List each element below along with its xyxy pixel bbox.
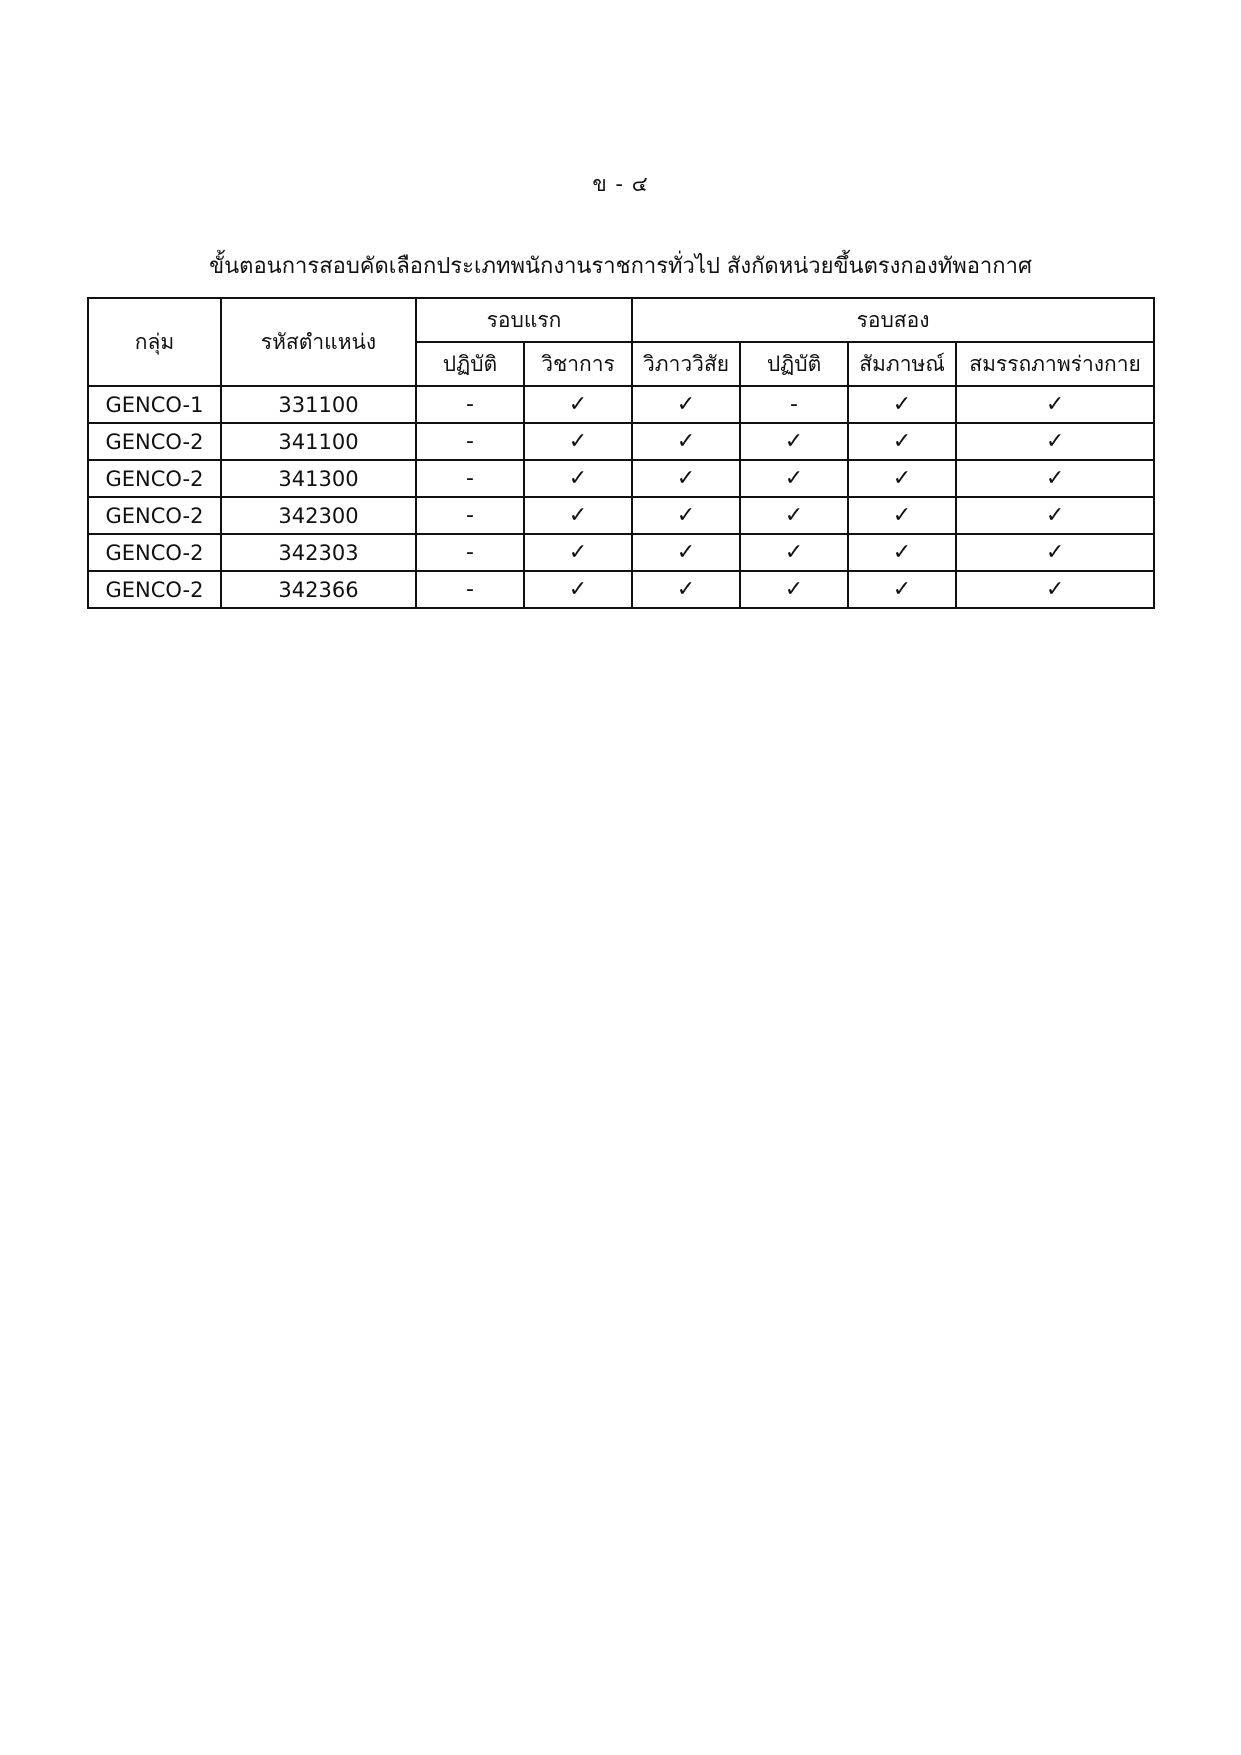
exam-steps-table (87, 297, 1155, 609)
cell-r2-practical: ✓ (740, 460, 848, 497)
cell-r1-practical: - (416, 497, 524, 534)
cell-r2-interview: ✓ (848, 386, 956, 423)
table-row (88, 460, 1154, 497)
cell-r1-practical: - (416, 386, 524, 423)
cell-r2-practical: ✓ (740, 497, 848, 534)
cell-r2-fitness: ✓ (956, 386, 1154, 423)
page-number: ข - ๔ (592, 172, 649, 196)
cell-r2-fitness: ✓ (956, 534, 1154, 571)
cell-r2-interview: ✓ (848, 534, 956, 571)
cell-r2-fitness: ✓ (956, 460, 1154, 497)
header-round-1: รอบแรก (416, 298, 632, 342)
cell-r1-practical: - (416, 423, 524, 460)
cell-r2-practical: - (740, 386, 848, 423)
table-row (88, 497, 1154, 534)
cell-position-code: 341100 (221, 423, 416, 460)
header-group: กลุ่ม (88, 298, 221, 386)
table-row (88, 534, 1154, 571)
header-r2-judgement: วิภาววิสัย (632, 342, 740, 386)
cell-r2-fitness: ✓ (956, 423, 1154, 460)
cell-position-code: 342300 (221, 497, 416, 534)
cell-r1-practical: - (416, 571, 524, 608)
cell-group: GENCO-1 (88, 386, 221, 423)
cell-r2-judgement: ✓ (632, 571, 740, 608)
cell-r2-judgement: ✓ (632, 497, 740, 534)
cell-r2-fitness: ✓ (956, 497, 1154, 534)
cell-r2-interview: ✓ (848, 571, 956, 608)
cell-r1-academic: ✓ (524, 423, 632, 460)
header-r2-practical: ปฏิบัติ (740, 342, 848, 386)
cell-group: GENCO-2 (88, 497, 221, 534)
cell-group: GENCO-2 (88, 423, 221, 460)
table-row (88, 423, 1154, 460)
cell-r2-judgement: ✓ (632, 386, 740, 423)
table-row (88, 571, 1154, 608)
cell-r1-practical: - (416, 534, 524, 571)
cell-r1-academic: ✓ (524, 386, 632, 423)
cell-r1-practical: - (416, 460, 524, 497)
document-title: ขั้นตอนการสอบคัดเลือกประเภทพนักงานราชการทั่วไป สังกัดหน่วยขึ้นตรงกองทัพอากาศ (209, 254, 1032, 279)
cell-r2-fitness: ✓ (956, 571, 1154, 608)
cell-group: GENCO-2 (88, 571, 221, 608)
cell-position-code: 342366 (221, 571, 416, 608)
header-r1-academic: วิชาการ (524, 342, 632, 386)
header-round-2: รอบสอง (632, 298, 1154, 342)
cell-r2-judgement: ✓ (632, 423, 740, 460)
cell-r2-judgement: ✓ (632, 534, 740, 571)
cell-r1-academic: ✓ (524, 460, 632, 497)
cell-r2-practical: ✓ (740, 423, 848, 460)
table-row (88, 386, 1154, 423)
cell-group: GENCO-2 (88, 460, 221, 497)
cell-position-code: 341300 (221, 460, 416, 497)
cell-r2-interview: ✓ (848, 497, 956, 534)
cell-r2-judgement: ✓ (632, 460, 740, 497)
header-position-code: รหัสตำแหน่ง (221, 298, 416, 386)
cell-r2-interview: ✓ (848, 423, 956, 460)
cell-r2-interview: ✓ (848, 460, 956, 497)
cell-r1-academic: ✓ (524, 497, 632, 534)
header-r2-fitness: สมรรถภาพร่างกาย (956, 342, 1154, 386)
cell-r2-practical: ✓ (740, 534, 848, 571)
header-r2-interview: สัมภาษณ์ (848, 342, 956, 386)
cell-position-code: 342303 (221, 534, 416, 571)
cell-r1-academic: ✓ (524, 571, 632, 608)
cell-r1-academic: ✓ (524, 534, 632, 571)
cell-group: GENCO-2 (88, 534, 221, 571)
cell-r2-practical: ✓ (740, 571, 848, 608)
cell-position-code: 331100 (221, 386, 416, 423)
header-r1-practical: ปฏิบัติ (416, 342, 524, 386)
